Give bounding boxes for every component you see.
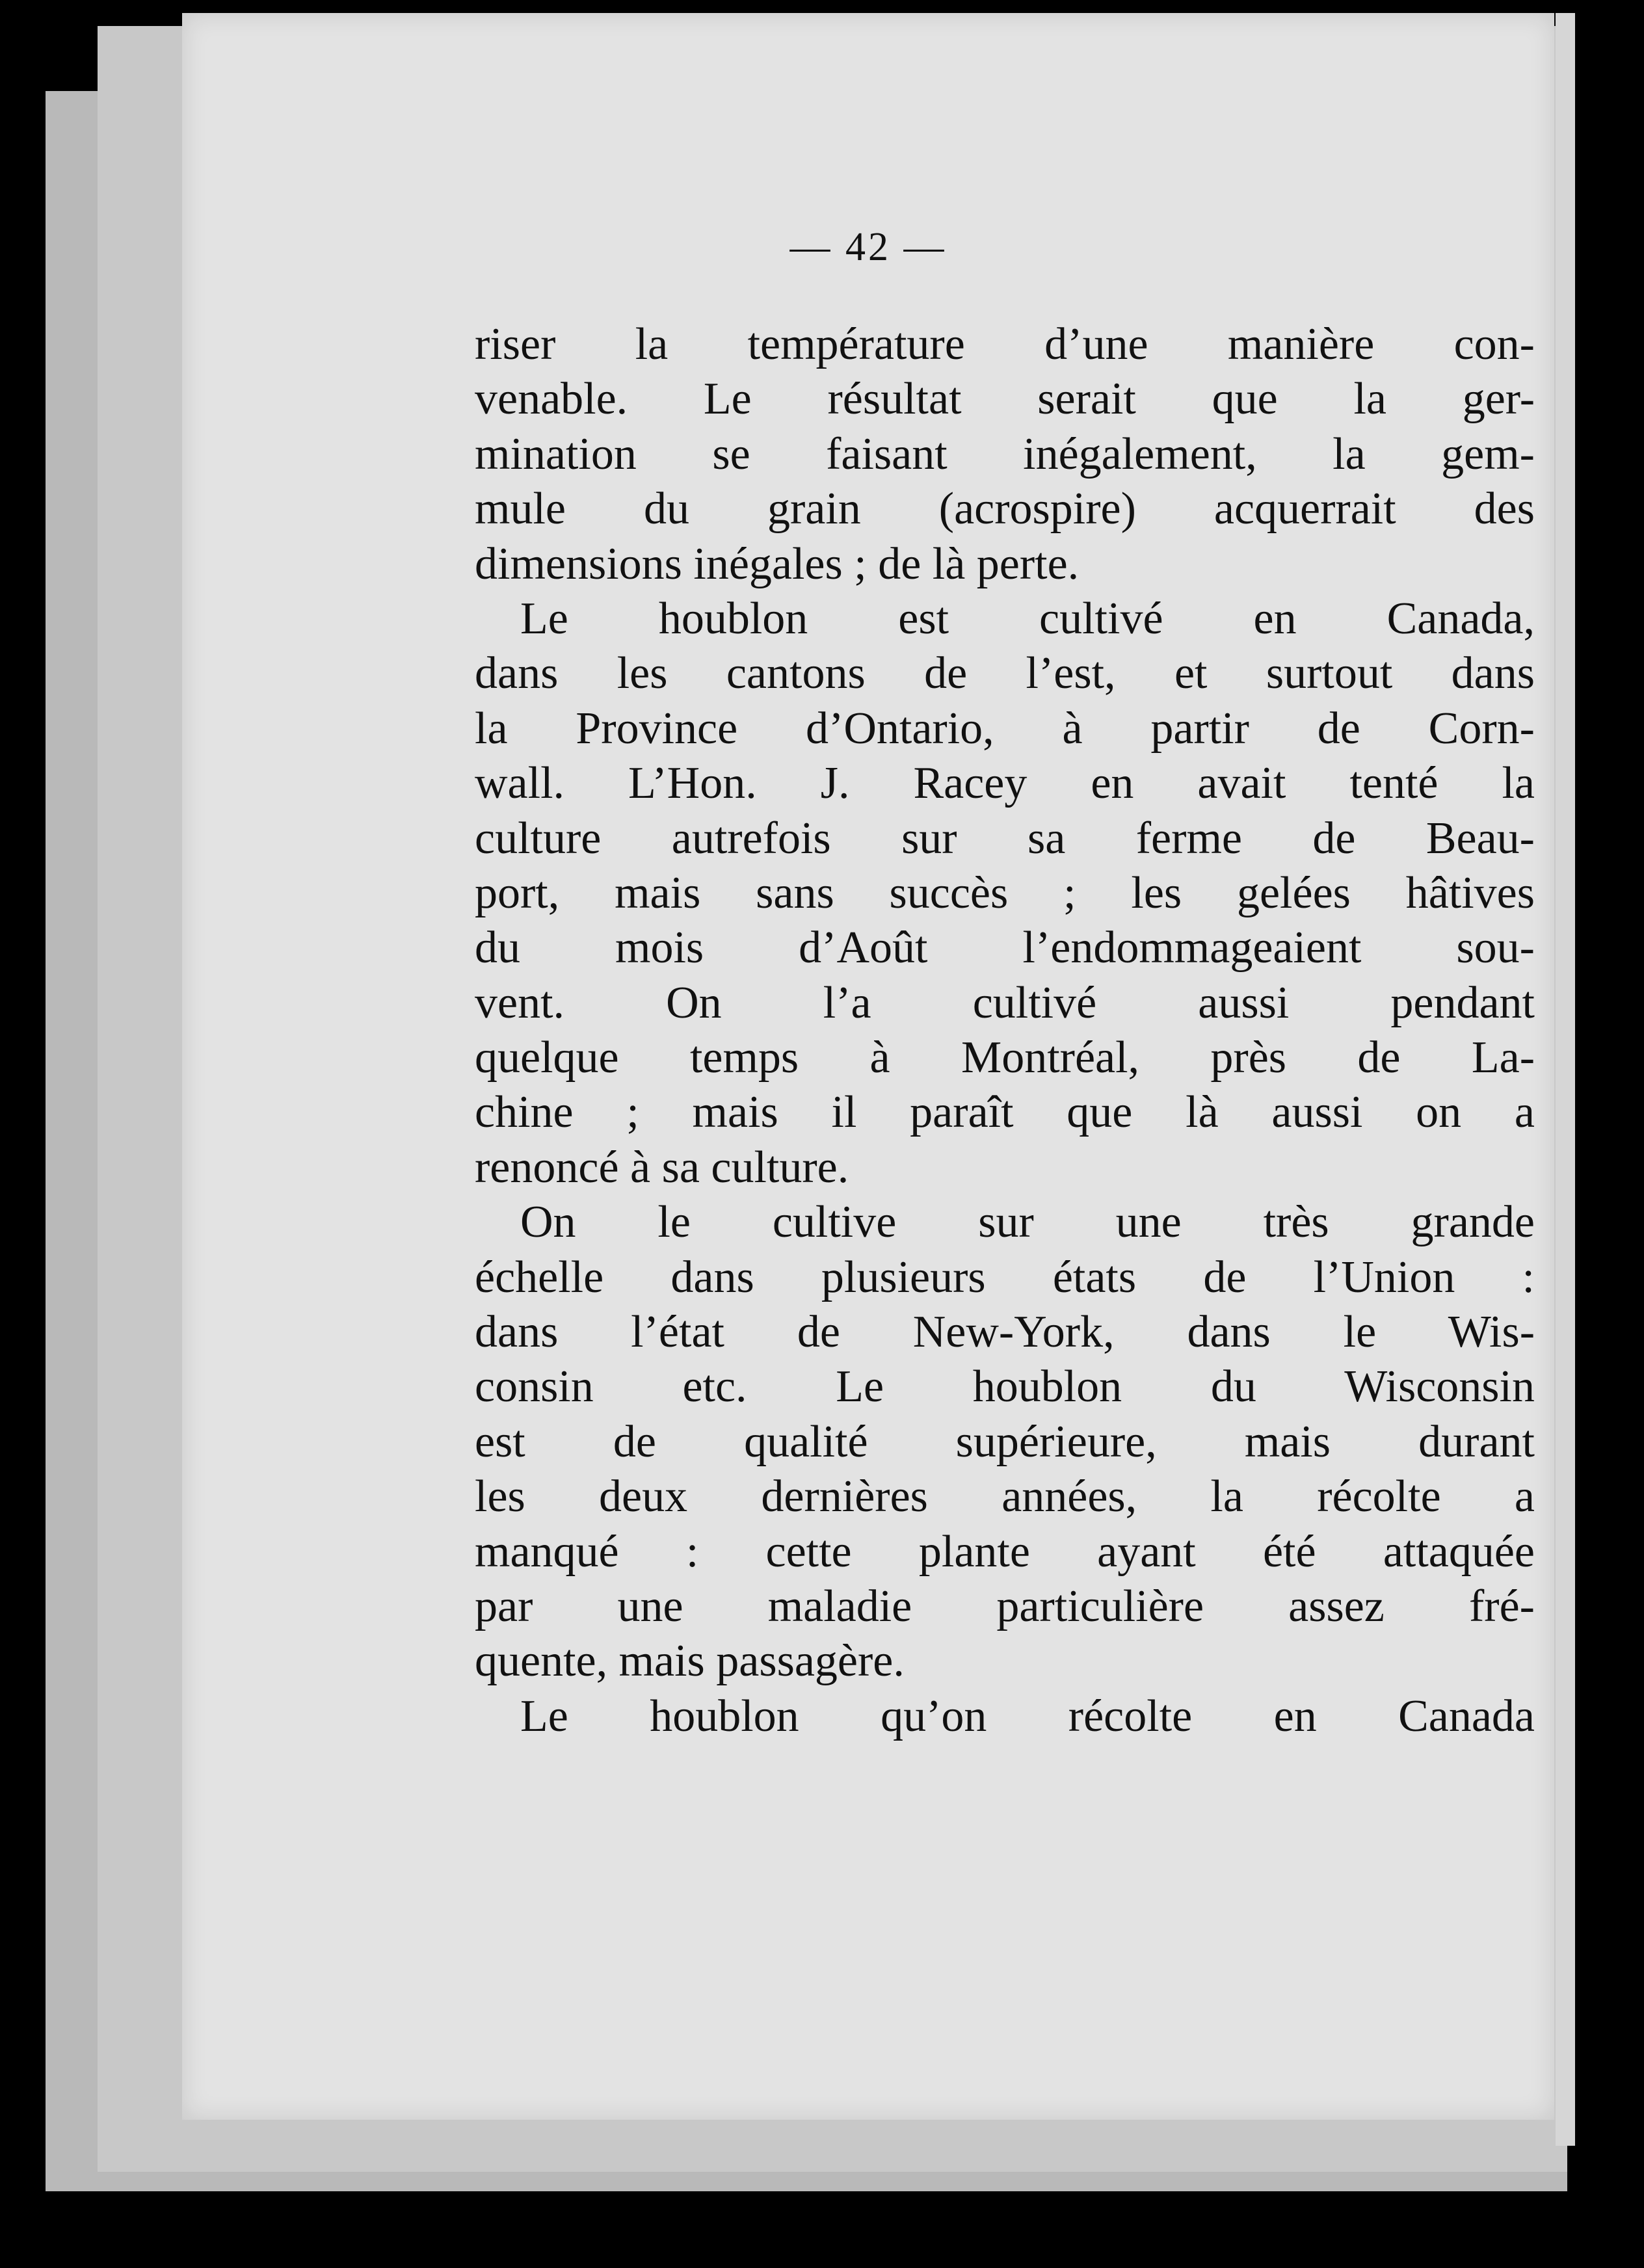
page-number: — 42 — <box>789 225 947 269</box>
page-edge-strip <box>1556 13 1575 2146</box>
text-line: renoncé à sa culture. <box>475 1142 849 1193</box>
text-line: chine ; mais il paraît que là aussi on a <box>475 1087 1535 1138</box>
text-line: mination se faisant inégalement, la gem- <box>475 429 1535 479</box>
text-line: venable. Le résultat serait que la ger- <box>475 374 1535 425</box>
text-line: dans les cantons de l’est, et surtout dans <box>475 648 1535 699</box>
text-line: wall. L’Hon. J. Racey en avait tenté la <box>475 758 1535 809</box>
text-line: est de qualité supérieure, mais durant <box>475 1416 1535 1467</box>
text-line: les deux dernières années, la récolte a <box>475 1471 1535 1522</box>
text-line: On le cultive sur une très grande <box>520 1197 1535 1248</box>
body-text <box>475 317 1535 1744</box>
text-line: culture autrefois sur sa ferme de Beau- <box>475 813 1535 864</box>
text-line: mule du grain (acrospire) acquerrait des <box>475 484 1535 534</box>
text-line: riser la température d’une manière con- <box>475 319 1535 369</box>
text-line: dimensions inégales ; de là perte. <box>475 538 1080 589</box>
text-line: du mois d’Août l’endommageaient sou- <box>475 923 1535 973</box>
text-line: la Province d’Ontario, à partir de Corn- <box>475 703 1535 754</box>
text-line: consin etc. Le houblon du Wisconsin <box>475 1362 1535 1412</box>
text-line: quente, mais passagère. <box>475 1636 905 1687</box>
text-line: Le houblon est cultivé en Canada, <box>520 593 1535 644</box>
text-line: par une maladie particulière assez fré- <box>475 1581 1535 1631</box>
book-page <box>182 13 1554 2120</box>
text-line: dans l’état de New-York, dans le Wis- <box>475 1307 1535 1358</box>
text-line: échelle dans plusieurs états de l’Union : <box>475 1252 1535 1302</box>
text-line: quelque temps à Montréal, près de La- <box>475 1033 1535 1083</box>
text-line: Le houblon qu’on récolte en Canada <box>520 1691 1535 1741</box>
text-line: vent. On l’a cultivé aussi pendant <box>475 977 1535 1028</box>
text-line: manqué : cette plante ayant été attaquée <box>475 1526 1535 1577</box>
text-line: port, mais sans succès ; les gelées hâtives <box>475 867 1535 918</box>
